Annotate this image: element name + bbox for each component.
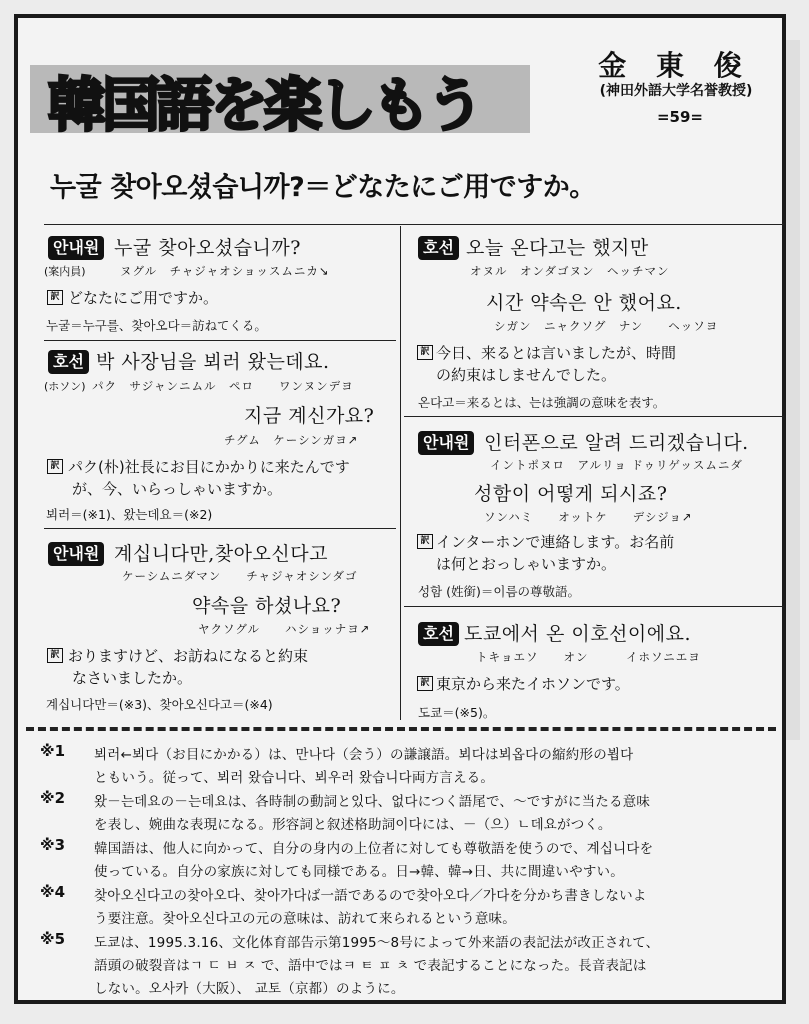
vocab-note: 계십니다만＝(※3)、찾아오신다고＝(※4) [46,697,273,712]
footnote-mark: ※3 [40,836,66,854]
vocab-note: 도쿄＝(※5)。 [418,705,496,720]
vocab-note: 누굴＝누구를、찾아오다＝訪ねてくる。 [46,318,267,333]
block-divider [44,528,396,529]
author-name: 金 東 俊 [598,49,752,82]
japanese-translation: どなたにご用ですか。 [68,289,219,307]
author-affiliation: (神田外語大学名誉教授) [599,83,753,99]
speaker-badge: 안내원 [418,431,474,455]
speaker-badge: 호선 [48,350,89,374]
translation-mark: 訳 [417,676,433,691]
translation-mark: 訳 [47,648,63,663]
footnote-text: ともいう。従って、뵈러 왔습니다、뵈우러 왔습니다両方言える。 [94,770,495,786]
japanese-translation: は何とおっしゃいますか。 [436,555,617,573]
block-divider [44,340,396,341]
footnote-text: を表し、婉曲な表現になる。形容詞と叙述格助詞이다には、－（으）ㄴ데요がつく。 [94,817,612,833]
pronunciation-kana: イントポヌロ アルリョ ドゥリゲッスムニダ [490,458,743,472]
pronunciation-kana: ケーシムニダマン チャジャオシンダゴ [122,569,358,583]
column-divider [400,226,401,720]
japanese-translation: なさいましたか。 [72,669,193,687]
block-divider [404,416,784,417]
footnote-text: 도쿄は、1995.3.16、文化体育部告示第1995～8号によって外来語の表記法が改正されて、 [94,935,660,951]
speaker-kana: (ホソン) [44,380,86,393]
speaker-kana: (案内員) [44,265,86,278]
korean-line: 누굴 찾아오셨습니까? [114,237,301,259]
pronunciation-kana: トキョエソ オン イホソニエヨ [476,650,701,664]
vocab-note: 온다고＝来るとは、는は強調の意味を表す。 [418,395,666,410]
korean-line: 성함이 어떻게 되시죠? [474,483,668,505]
korean-line: 지금 계신가요? [244,405,375,427]
korean-line: 도쿄에서 온 이호선이에요. [464,623,692,645]
footnote-text: 뵈러←뵈다（お目にかかる）は、만나다（会う）の謙譲語。뵈다は뵈옵다の縮約形の뵙다 [94,747,634,763]
translation-mark: 訳 [47,290,63,305]
vocab-note: 성함 (姓銜)＝이름の尊敬語。 [418,584,581,599]
japanese-translation: おりますけど、お訪ねになると約束 [68,647,309,665]
japanese-translation: インターホンで連絡します。お名前 [436,533,675,551]
footnote-text: 찾아오신다고の찾아오다、찾아가다ば一語であるので찾아오다／가다を分かち書きしないよ [94,888,647,904]
speaker-badge: 안내원 [48,542,104,566]
korean-line: 약속을 하셨나요? [192,595,342,617]
translation-mark: 訳 [417,534,433,549]
pronunciation-kana: ヤクソグル ハショッナヨ↗ [198,622,371,636]
footnote-text: 使っている。自分の家族に対しても同様である。日→韓、韓→日、共に間違いやすい。 [94,864,624,880]
column-title: 韓国語を楽しもう [48,71,481,139]
speaker-badge: 호선 [418,622,459,646]
footnote-mark: ※5 [40,930,66,948]
vocab-note: 뵈러＝(※1)、왔는데요＝(※2) [46,507,213,522]
headline-divider [44,224,784,225]
korean-line: 계십니다만,찾아오신다고 [114,543,328,565]
japanese-translation: 東京から来たイホソンです。 [436,675,630,693]
korean-line: 인터폰으로 알려 드리겠습니다. [484,432,749,454]
korean-line: 박 사장님을 뵈러 왔는데요. [96,351,330,373]
korean-line: 시간 약속은 안 했어요. [486,292,682,314]
translation-mark: 訳 [47,459,63,474]
speaker-badge: 안내원 [48,236,104,260]
footnote-text: 왔－는데요の－는데요は、各時制の動詞と있다、없다につく語尾で、～ですがに当たる意味 [94,794,651,810]
japanese-translation: が、今、いらっしゃいますか。 [72,480,283,498]
korean-line: 오늘 온다고는 했지만 [466,237,649,259]
footnote-text: しない。오사카（大阪）、 교토（京都）のように。 [94,981,405,997]
speaker-badge: 호선 [418,236,459,260]
headline: 누굴 찾아오셨습니까?＝どなたにご用ですか。 [50,172,596,203]
footnote-mark: ※2 [40,789,66,807]
footnote-text: 韓国語は、他人に向かって、自分の身内の上位者に対しても尊敬語を使うので、계십니다を [94,841,654,857]
translation-mark: 訳 [417,345,433,360]
japanese-translation: パク(朴)社長にお目にかかりに来たんです [68,458,350,476]
footnote-mark: ※1 [40,742,66,760]
footnote-separator [26,727,776,731]
pronunciation-kana: パク サジャンニムル ペロ ワンヌンデヨ [92,379,354,393]
pronunciation-kana: チグム ケーシンガヨ↗ [224,433,359,447]
footnote-text: 語頭の破裂音はㄱ ㄷ ㅂ ㅈ で、語中ではㅋ ㅌ ㅍ ㅊ で表記することになった。長音表記は [94,958,647,974]
japanese-translation: の約束はしませんでした。 [436,366,617,384]
issue-number: =59= [656,108,703,126]
pronunciation-kana: シガン ニャクソグ ナン ヘッソヨ [494,319,719,333]
pronunciation-kana: ソンハミ オットケ デシジョ↗ [484,510,693,524]
block-divider [404,606,784,607]
footnote-mark: ※4 [40,883,66,901]
pronunciation-kana: オヌル オンダゴヌン ヘッチマン [470,264,670,278]
pronunciation-kana: ヌグル チャジャオショッスムニカ↘ [120,264,330,278]
japanese-translation: 今日、来るとは言いましたが、時間 [436,344,677,362]
footnote-text: う要注意。찾아오신다고の元の意味は、訪れて来られるという意味。 [94,911,516,927]
